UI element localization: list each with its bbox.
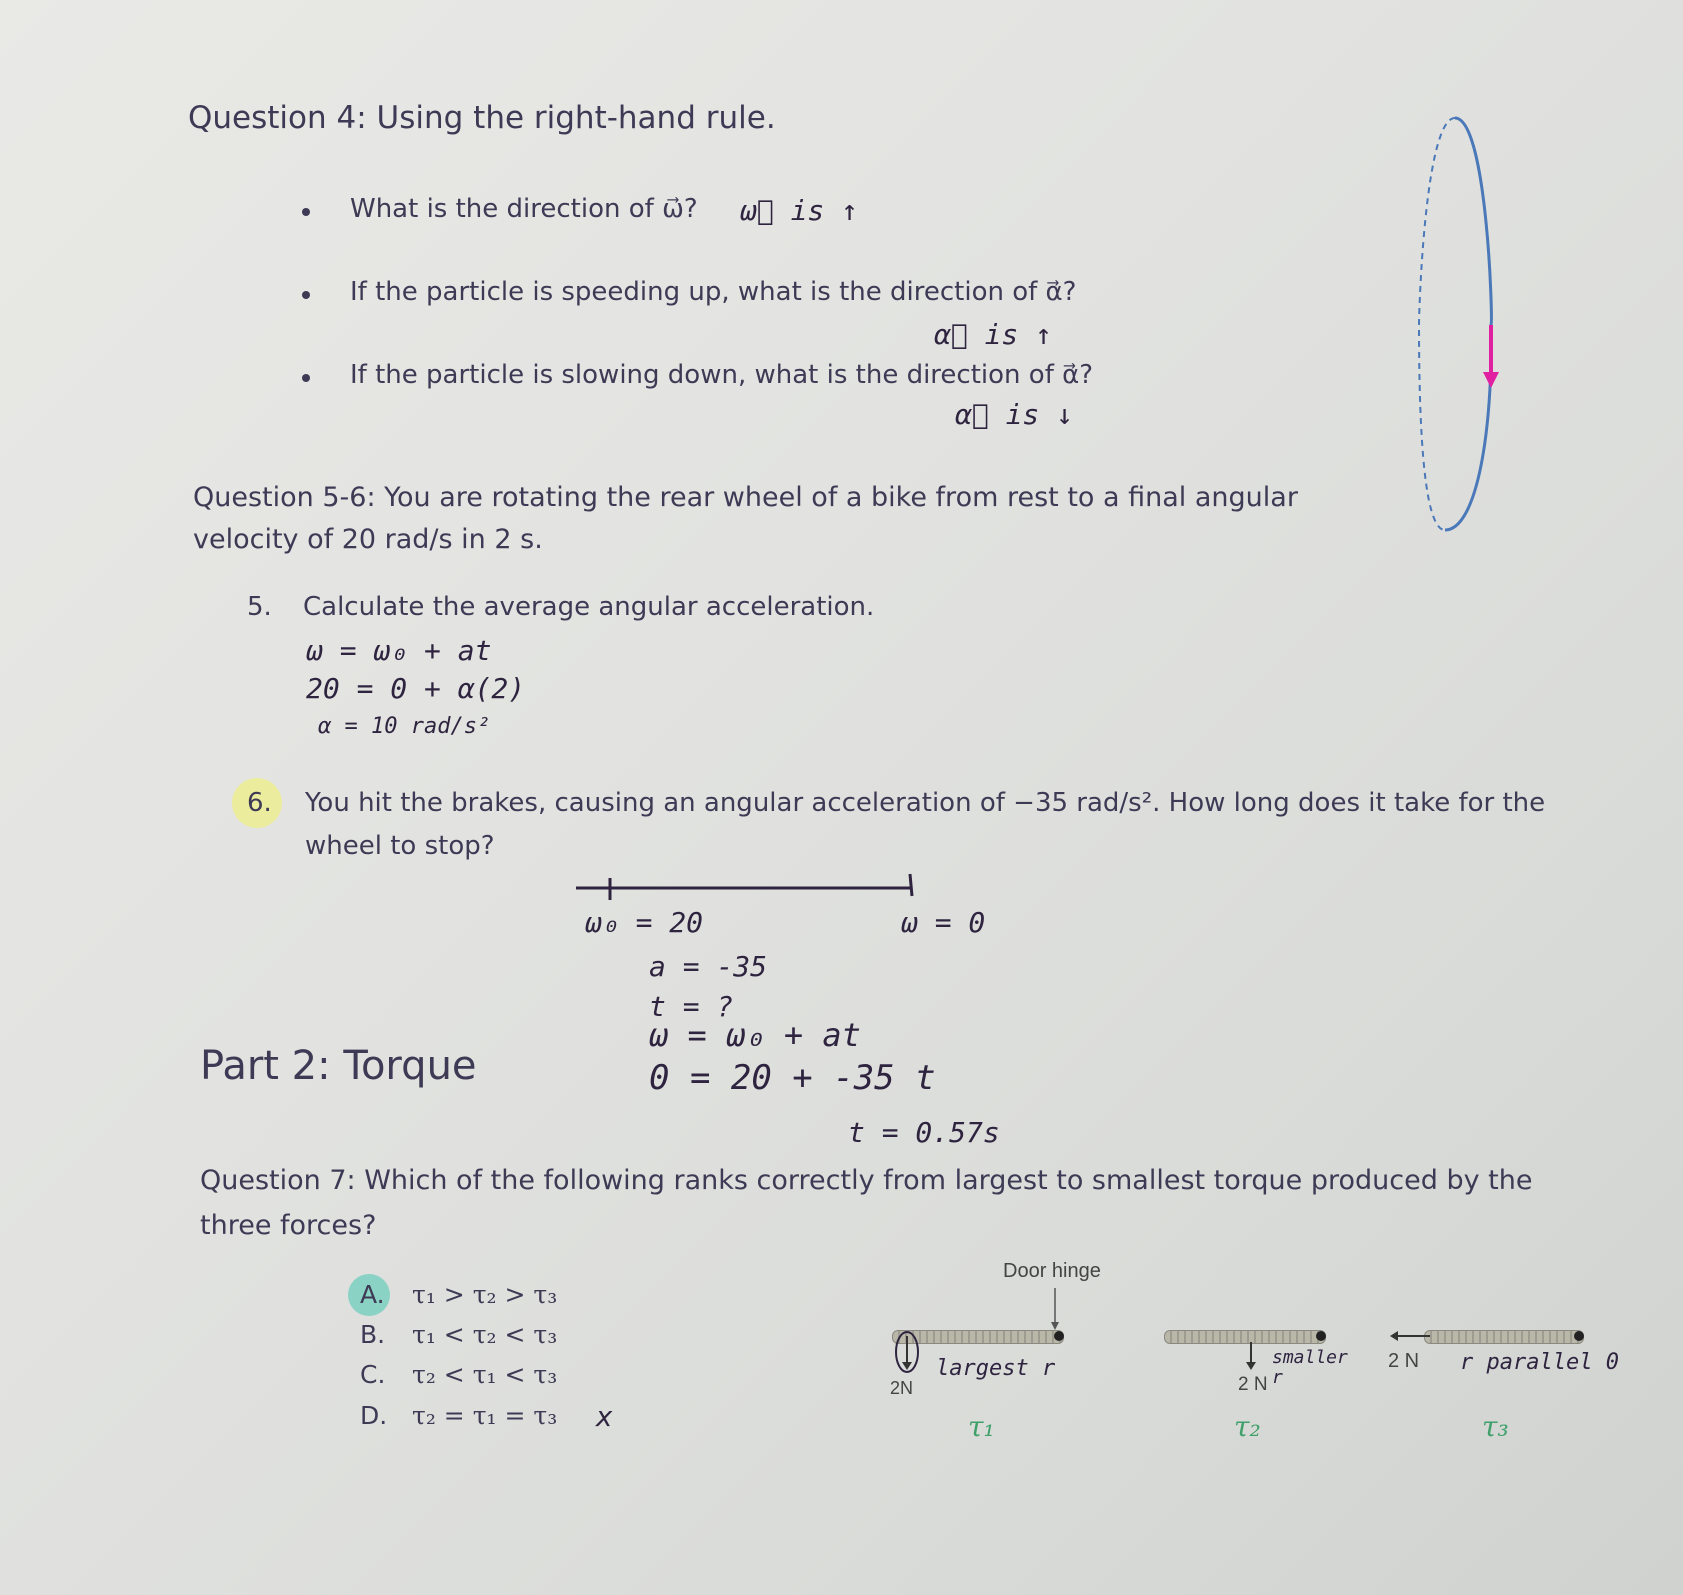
door-rod-3 — [1424, 1330, 1584, 1344]
timeline-end-label: ω = 0 — [901, 906, 986, 939]
option-a-text[interactable]: τ₁ > τ₂ > τ₃ — [412, 1280, 558, 1309]
force-label-2: 2 N — [1238, 1374, 1268, 1395]
diagram-note-2: smaller r — [1272, 1347, 1348, 1388]
bullet — [302, 208, 310, 216]
q6-line2: wheel to stop? — [305, 831, 495, 861]
door-hinge-label: Door hinge — [1003, 1260, 1101, 1282]
option-b-letter[interactable]: B. — [360, 1320, 386, 1349]
q6-work-line: ω = ω₀ + at — [649, 1016, 861, 1054]
option-d-text[interactable]: τ₂ = τ₁ = τ₃ — [412, 1401, 558, 1430]
hinge-dot — [1574, 1331, 1584, 1341]
q5-work-line: α = 10 rad/s² — [318, 714, 491, 739]
diagram-note-1: largest r — [936, 1356, 1056, 1381]
hinge-dot — [1316, 1331, 1326, 1341]
force-arrow-down-icon — [1246, 1342, 1256, 1372]
q6-answer: t = 0.57s — [848, 1116, 1000, 1149]
q4-bullet-3: If the particle is slowing down, what is the direction of α⃗? — [350, 360, 1094, 390]
timeline — [570, 868, 930, 908]
part-2-title: Part 2: Torque — [200, 1043, 477, 1089]
q5-text: Calculate the average angular acceleration. — [303, 592, 875, 622]
ellipse-front-arc — [1445, 118, 1491, 530]
q5-number: 5. — [247, 592, 272, 622]
q7-line2: three forces? — [200, 1210, 377, 1241]
q6-line1: You hit the brakes, causing an angular acceleration of −35 rad/s². How long does it take for the — [305, 788, 1546, 818]
door-rod-2 — [1164, 1330, 1326, 1344]
bullet — [302, 374, 310, 382]
diagram-note-3: r parallel 0 — [1460, 1350, 1619, 1375]
q56-intro-line1: Question 5-6: You are rotating the rear wheel of a bike from rest to a final angular — [193, 482, 1298, 513]
q4-answer-3: α⃗ is ↓ — [955, 398, 1074, 431]
bullet — [302, 291, 310, 299]
hinge-dot — [1054, 1331, 1064, 1341]
question-4-title: Question 4: Using the right-hand rule. — [188, 100, 776, 136]
q6-work-line: 0 = 20 + -35 t — [649, 1058, 936, 1098]
tau-label-1: τ₁ — [968, 1410, 995, 1443]
tau-label-3: τ₃ — [1482, 1410, 1509, 1443]
q6-work-line: t = ? — [649, 990, 734, 1023]
force-arrow-down-icon — [893, 1330, 923, 1380]
q4-answer-2: α⃗ is ↑ — [934, 318, 1053, 351]
arrowhead-icon — [1483, 372, 1499, 388]
q5-work-line: 20 = 0 + α(2) — [306, 672, 526, 705]
hinge-pointer-arrow — [1050, 1288, 1060, 1332]
force-arrow-left-icon — [1390, 1330, 1430, 1342]
option-c-letter[interactable]: C. — [360, 1360, 386, 1389]
option-d-cross-mark: x — [596, 1400, 613, 1433]
force-label-1: 2N — [890, 1378, 914, 1398]
tau-label-2: τ₂ — [1234, 1410, 1261, 1443]
ellipse-back-arc — [1419, 118, 1455, 530]
q6-number: 6. — [247, 788, 272, 818]
force-label-3: 2 N — [1388, 1350, 1420, 1372]
q7-line1: Question 7: Which of the following ranks correctly from largest to smallest torque produced by the — [200, 1165, 1533, 1196]
q5-work-line: ω = ω₀ + at — [306, 634, 492, 667]
option-d-letter[interactable]: D. — [360, 1401, 388, 1430]
q4-bullet-2: If the particle is speeding up, what is the direction of α⃗? — [350, 277, 1077, 307]
option-b-text[interactable]: τ₁ < τ₂ < τ₃ — [412, 1320, 558, 1349]
option-c-text[interactable]: τ₂ < τ₁ < τ₃ — [412, 1360, 558, 1389]
q4-answer-1: ω⃗ is ↑ — [740, 194, 859, 227]
q56-intro-line2: velocity of 20 rad/s in 2 s. — [193, 524, 543, 555]
option-a-letter[interactable]: A. — [360, 1280, 385, 1309]
q6-work-line: a = -35 — [649, 950, 768, 983]
rotation-ellipse-diagram — [1405, 110, 1505, 540]
timeline-start-label: ω₀ = 20 — [585, 906, 704, 939]
q4-bullet-1: What is the direction of ω⃗? — [350, 194, 698, 224]
